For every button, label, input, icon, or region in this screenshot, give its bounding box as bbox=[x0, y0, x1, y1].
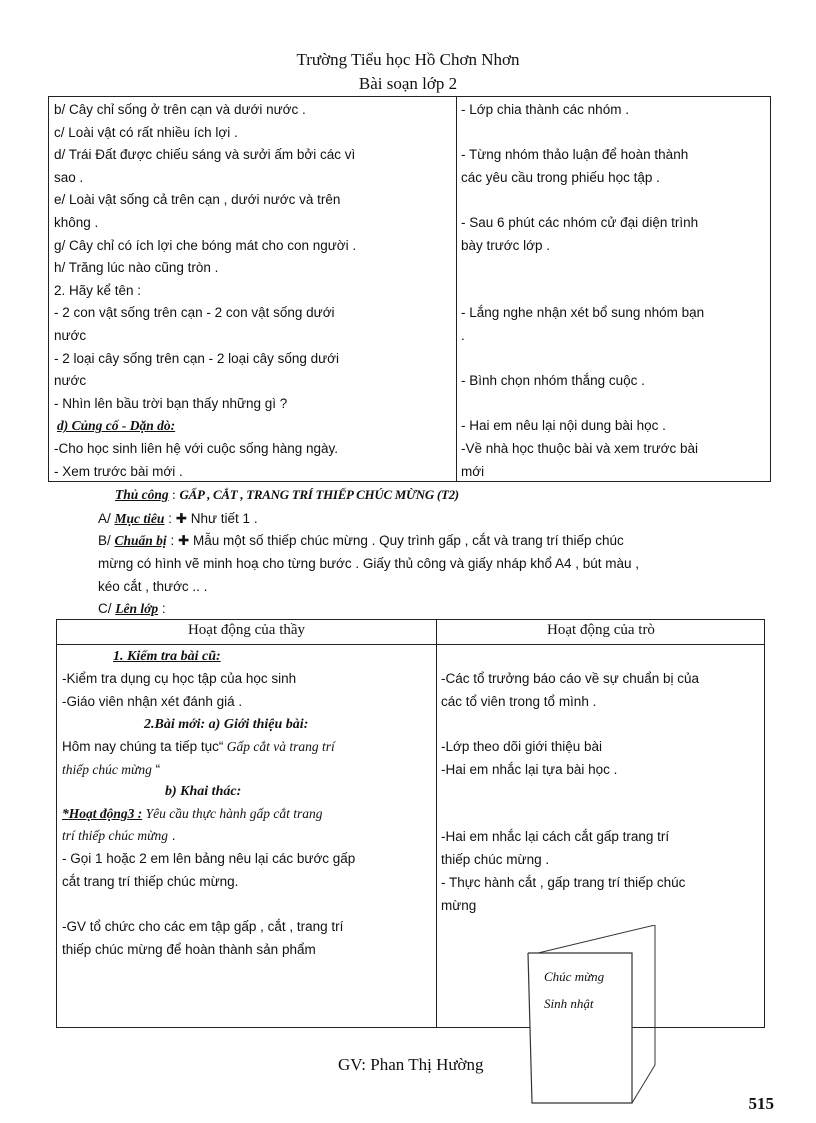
student-line-1: -Các tổ trưởng báo cáo về sự chuẩn bị của bbox=[441, 671, 700, 686]
table1-left-line: - Nhìn lên bầu trời bạn thấy những gì ? bbox=[54, 395, 288, 411]
teacher-line-2: -Giáo viên nhận xét đánh giá . bbox=[62, 694, 243, 709]
table1-left-line: e/ Loài vật sống cả trên cạn , dưới nước và trên bbox=[54, 192, 341, 208]
table1-left-line: g/ Cây chỉ có ích lợi che bóng mát cho con người . bbox=[54, 237, 357, 253]
activity3-line-1: *Hoạt động3 : Yêu cầu thực hành gấp cắt trang bbox=[62, 806, 323, 821]
teacher-activity-header: Hoạt động của thầy bbox=[187, 622, 306, 638]
table1-left-line: - 2 loại cây sống trên cạn - 2 loại cây sống dưới bbox=[54, 350, 340, 366]
preparation-heading: Chuẩn bị bbox=[114, 533, 167, 548]
teacher-line-5: - Gọi 1 hoặc 2 em lên bảng nêu lại các bước gấp bbox=[62, 851, 356, 866]
old-lesson-heading: 1. Kiểm tra bài cũ: bbox=[113, 649, 221, 664]
table1-right-line: -Về nhà học thuộc bài và xem trước bài bbox=[461, 441, 699, 456]
greeting-card-illustration bbox=[520, 925, 660, 1110]
page-number: 515 bbox=[748, 1094, 774, 1113]
card-outline bbox=[520, 925, 660, 1110]
table1-right-line: bày trước lớp . bbox=[461, 237, 551, 253]
student-activity-header: Hoạt động của trò bbox=[547, 622, 655, 638]
explore-heading: b) Khai thác: bbox=[165, 784, 242, 799]
table1-left-line: h/ Trăng lúc nào cũng tròn . bbox=[54, 260, 219, 276]
teacher-line-4: thiếp chúc mừng “ bbox=[62, 762, 161, 777]
new-lesson-heading: 2.Bài mới: a) Giới thiệu bài: bbox=[144, 717, 309, 732]
table1-right-line: . bbox=[461, 328, 465, 343]
student-line-6: thiếp chúc mừng . bbox=[441, 852, 550, 867]
lesson-subtitle: Bài soạn lớp 2 bbox=[358, 74, 458, 93]
preparation-line-1: B/ Chuẩn bị : ✚ Mẫu một số thiếp chúc mừng . Quy trình gấp , cắt và trang trí thiếp chúc bbox=[98, 533, 624, 548]
table1-left-line: - Xem trước bài mới . bbox=[54, 463, 183, 479]
card-text-line-2: Sinh nhật bbox=[544, 996, 594, 1011]
table1-right-line: các yêu cầu trong phiếu học tập . bbox=[461, 169, 660, 185]
table1-left-line: nước bbox=[54, 328, 87, 343]
student-line-7: - Thực hành cắt , gấp trang trí thiếp chúc bbox=[441, 875, 686, 890]
table1-left-line: không . bbox=[54, 215, 99, 230]
teacher-line-8: thiếp chúc mừng để hoàn thành sản phẩm bbox=[62, 942, 316, 957]
table1-right-line: - Lớp chia thành các nhóm . bbox=[461, 102, 629, 117]
student-line-2: các tổ viên trong tổ mình . bbox=[441, 694, 597, 709]
teacher-signature: GV: Phan Thị Hường bbox=[338, 1055, 484, 1074]
teacher-line-7: -GV tổ chức cho các em tập gấp , cắt , trang trí bbox=[62, 919, 344, 934]
student-line-5: -Hai em nhắc lại cách cắt gấp trang trí bbox=[441, 829, 670, 844]
lesson-heading: Lên lớp bbox=[115, 601, 159, 616]
table1-right-line: - Bình chọn nhóm thắng cuộc . bbox=[461, 373, 645, 389]
teacher-line-6: cắt trang trí thiếp chúc mừng. bbox=[62, 874, 239, 889]
table1-right-line: - Lắng nghe nhận xét bổ sung nhóm bạn bbox=[461, 305, 705, 321]
table1-left-line: - 2 con vật sống trên cạn - 2 con vật sống dưới bbox=[54, 305, 335, 321]
table1-right-line: - Từng nhóm thảo luận để hoàn thành bbox=[461, 147, 689, 163]
teacher-line-3: Hôm nay chúng ta tiếp tục“ Gấp cắt và trang trí bbox=[62, 739, 335, 754]
table1-left-line: c/ Loài vật có rất nhiều ích lợi . bbox=[54, 124, 238, 140]
table1-left-line: d/ Trái Đất được chiếu sáng và sưởi ấm bởi các vì bbox=[54, 147, 356, 163]
student-line-8: mừng bbox=[441, 898, 477, 913]
table1-right-line: - Hai em nêu lại nội dung bài học . bbox=[461, 418, 666, 434]
student-line-4: -Hai em nhắc lại tựa bài học . bbox=[441, 762, 618, 777]
craft-title: GẤP , CẮT , TRANG TRÍ THIẾP CHÚC MỪNG (T2) bbox=[179, 487, 459, 502]
table1-left-line: 2. Hãy kể tên : bbox=[54, 282, 142, 298]
card-text-line-1: Chúc mừng bbox=[544, 969, 605, 984]
school-name: Trường Tiểu học Hồ Chơn Nhơn bbox=[296, 50, 520, 69]
table1-left-line: -Cho học sinh liên hệ với cuộc sống hàng ngày. bbox=[54, 441, 339, 456]
objective-heading: Mục tiêu bbox=[114, 511, 165, 526]
craft-label: Thủ công bbox=[115, 487, 169, 502]
table1-left-line: b/ Cây chỉ sống ở trên cạn và dưới nước . bbox=[54, 102, 306, 117]
objective-line: A/ Mục tiêu : ✚ Như tiết 1 . bbox=[98, 511, 258, 526]
table1-right-line: mới bbox=[461, 463, 485, 479]
consolidation-heading: d) Củng cố - Dặn dò: bbox=[57, 418, 176, 434]
table1-left-line: nước bbox=[54, 373, 87, 389]
craft-heading: Thủ công : GẤP , CẮT , TRANG TRÍ THIẾP CHÚC MỪNG (T2) bbox=[115, 487, 459, 502]
student-line-3: -Lớp theo dõi giới thiệu bài bbox=[441, 739, 603, 754]
preparation-line-3: kéo cắt , thước .. . bbox=[98, 579, 208, 594]
teacher-line-1: -Kiểm tra dụng cụ học tập của học sinh bbox=[62, 671, 297, 686]
lesson-line: C/ Lên lớp : bbox=[98, 601, 166, 616]
lesson-table-part1 bbox=[48, 96, 771, 482]
preparation-line-2: mừng có hình vẽ minh hoạ cho từng bước . Giấy thủ công và giấy nháp khổ A4 , bút màu , bbox=[98, 556, 640, 571]
activity3-line-2: trí thiếp chúc mừng . bbox=[62, 828, 176, 843]
table1-right-line: - Sau 6 phút các nhóm cử đại diện trình bbox=[461, 215, 699, 230]
table1-left-line: sao . bbox=[54, 169, 84, 185]
